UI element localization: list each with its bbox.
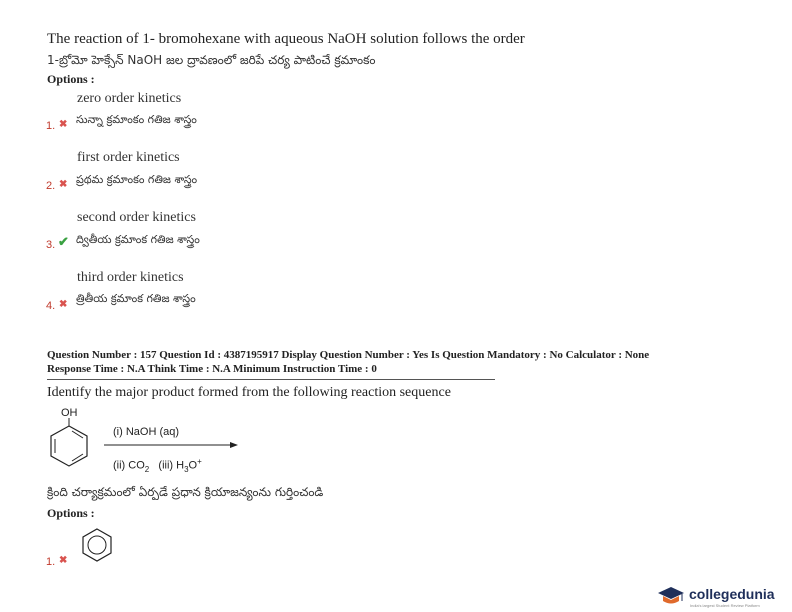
q2-text-te: క్రింది చర్యాక్రమంలో ఏర్పడే ప్రధాన క్రియాజన్యంను గుర్తించండి bbox=[47, 485, 324, 499]
hydroxyl-label: OH bbox=[61, 407, 78, 419]
correct-check-icon: ✔ bbox=[58, 234, 69, 249]
q2-options-label: Options : bbox=[47, 506, 95, 520]
q1-option4-number: 4. bbox=[46, 300, 56, 312]
q1-option2-text-te: ప్రథమ క్రమాంకం గతిజ శాస్త్రం bbox=[76, 173, 198, 186]
logo-wordmark: collegedunia bbox=[689, 586, 775, 602]
q1-option2-text-en: first order kinetics bbox=[77, 150, 180, 165]
q2-meta-line2: Response Time : N.A Think Time : N.A Minimum Instruction Time : 0 bbox=[47, 363, 377, 375]
incorrect-icon: ✖ bbox=[59, 555, 68, 566]
reaction-arrow-icon bbox=[104, 441, 238, 449]
q2-meta-line1: Question Number : 157 Question Id : 4387195917 Display Question Number : Yes Is Question Mandatory : No Calculator : None bbox=[47, 349, 650, 361]
q1-options-label: Options : bbox=[47, 72, 95, 86]
q1-option1-text-en: zero order kinetics bbox=[77, 91, 182, 106]
q1-text-te: 1-బ్రోమో హెక్సేన్ NaOH జల ద్రావణంలో జరిపే చర్య పాటించే క్రమాంకం bbox=[47, 53, 376, 67]
logo-tagline: India's largest Student Review Platform bbox=[690, 603, 760, 608]
q1-text-en: The reaction of 1- bromohexane with aqueous NaOH solution follows the order bbox=[47, 31, 525, 47]
q1-option1-number: 1. bbox=[46, 120, 56, 132]
q1-option3-text-en: second order kinetics bbox=[77, 210, 196, 225]
q2-text-en: Identify the major product formed from the following reaction sequence bbox=[47, 385, 451, 400]
q1-option4-text-en: third order kinetics bbox=[77, 270, 184, 285]
q1-option3-number: 3. bbox=[46, 239, 56, 251]
q1-option4-text-te: త్రితీయ క్రమాంక గతిజ శాస్త్రం bbox=[76, 292, 196, 305]
divider bbox=[47, 379, 495, 380]
q1-option3-text-te: ద్వితీయ క్రమాంక గతిజ శాస్త్రం bbox=[76, 233, 200, 246]
reagent-step-1: (i) NaOH (aq) bbox=[113, 426, 180, 438]
q1-option2-number: 2. bbox=[46, 180, 56, 192]
incorrect-icon: ✖ bbox=[59, 179, 68, 190]
reagent-steps-2-3: (ii) $CO_2$ (iii) $H_3O^+$ bbox=[113, 457, 202, 474]
incorrect-icon: ✖ bbox=[59, 119, 68, 130]
graduation-cap-logo-icon bbox=[657, 585, 685, 607]
q2-option1-number: 1. bbox=[46, 556, 56, 568]
incorrect-icon: ✖ bbox=[59, 299, 68, 310]
benzene-ring-icon bbox=[80, 527, 114, 563]
q1-option1-text-te: సున్నా క్రమాంకం గతిజ శాస్త్రం bbox=[76, 113, 197, 126]
phenol-ring-icon bbox=[50, 418, 94, 468]
